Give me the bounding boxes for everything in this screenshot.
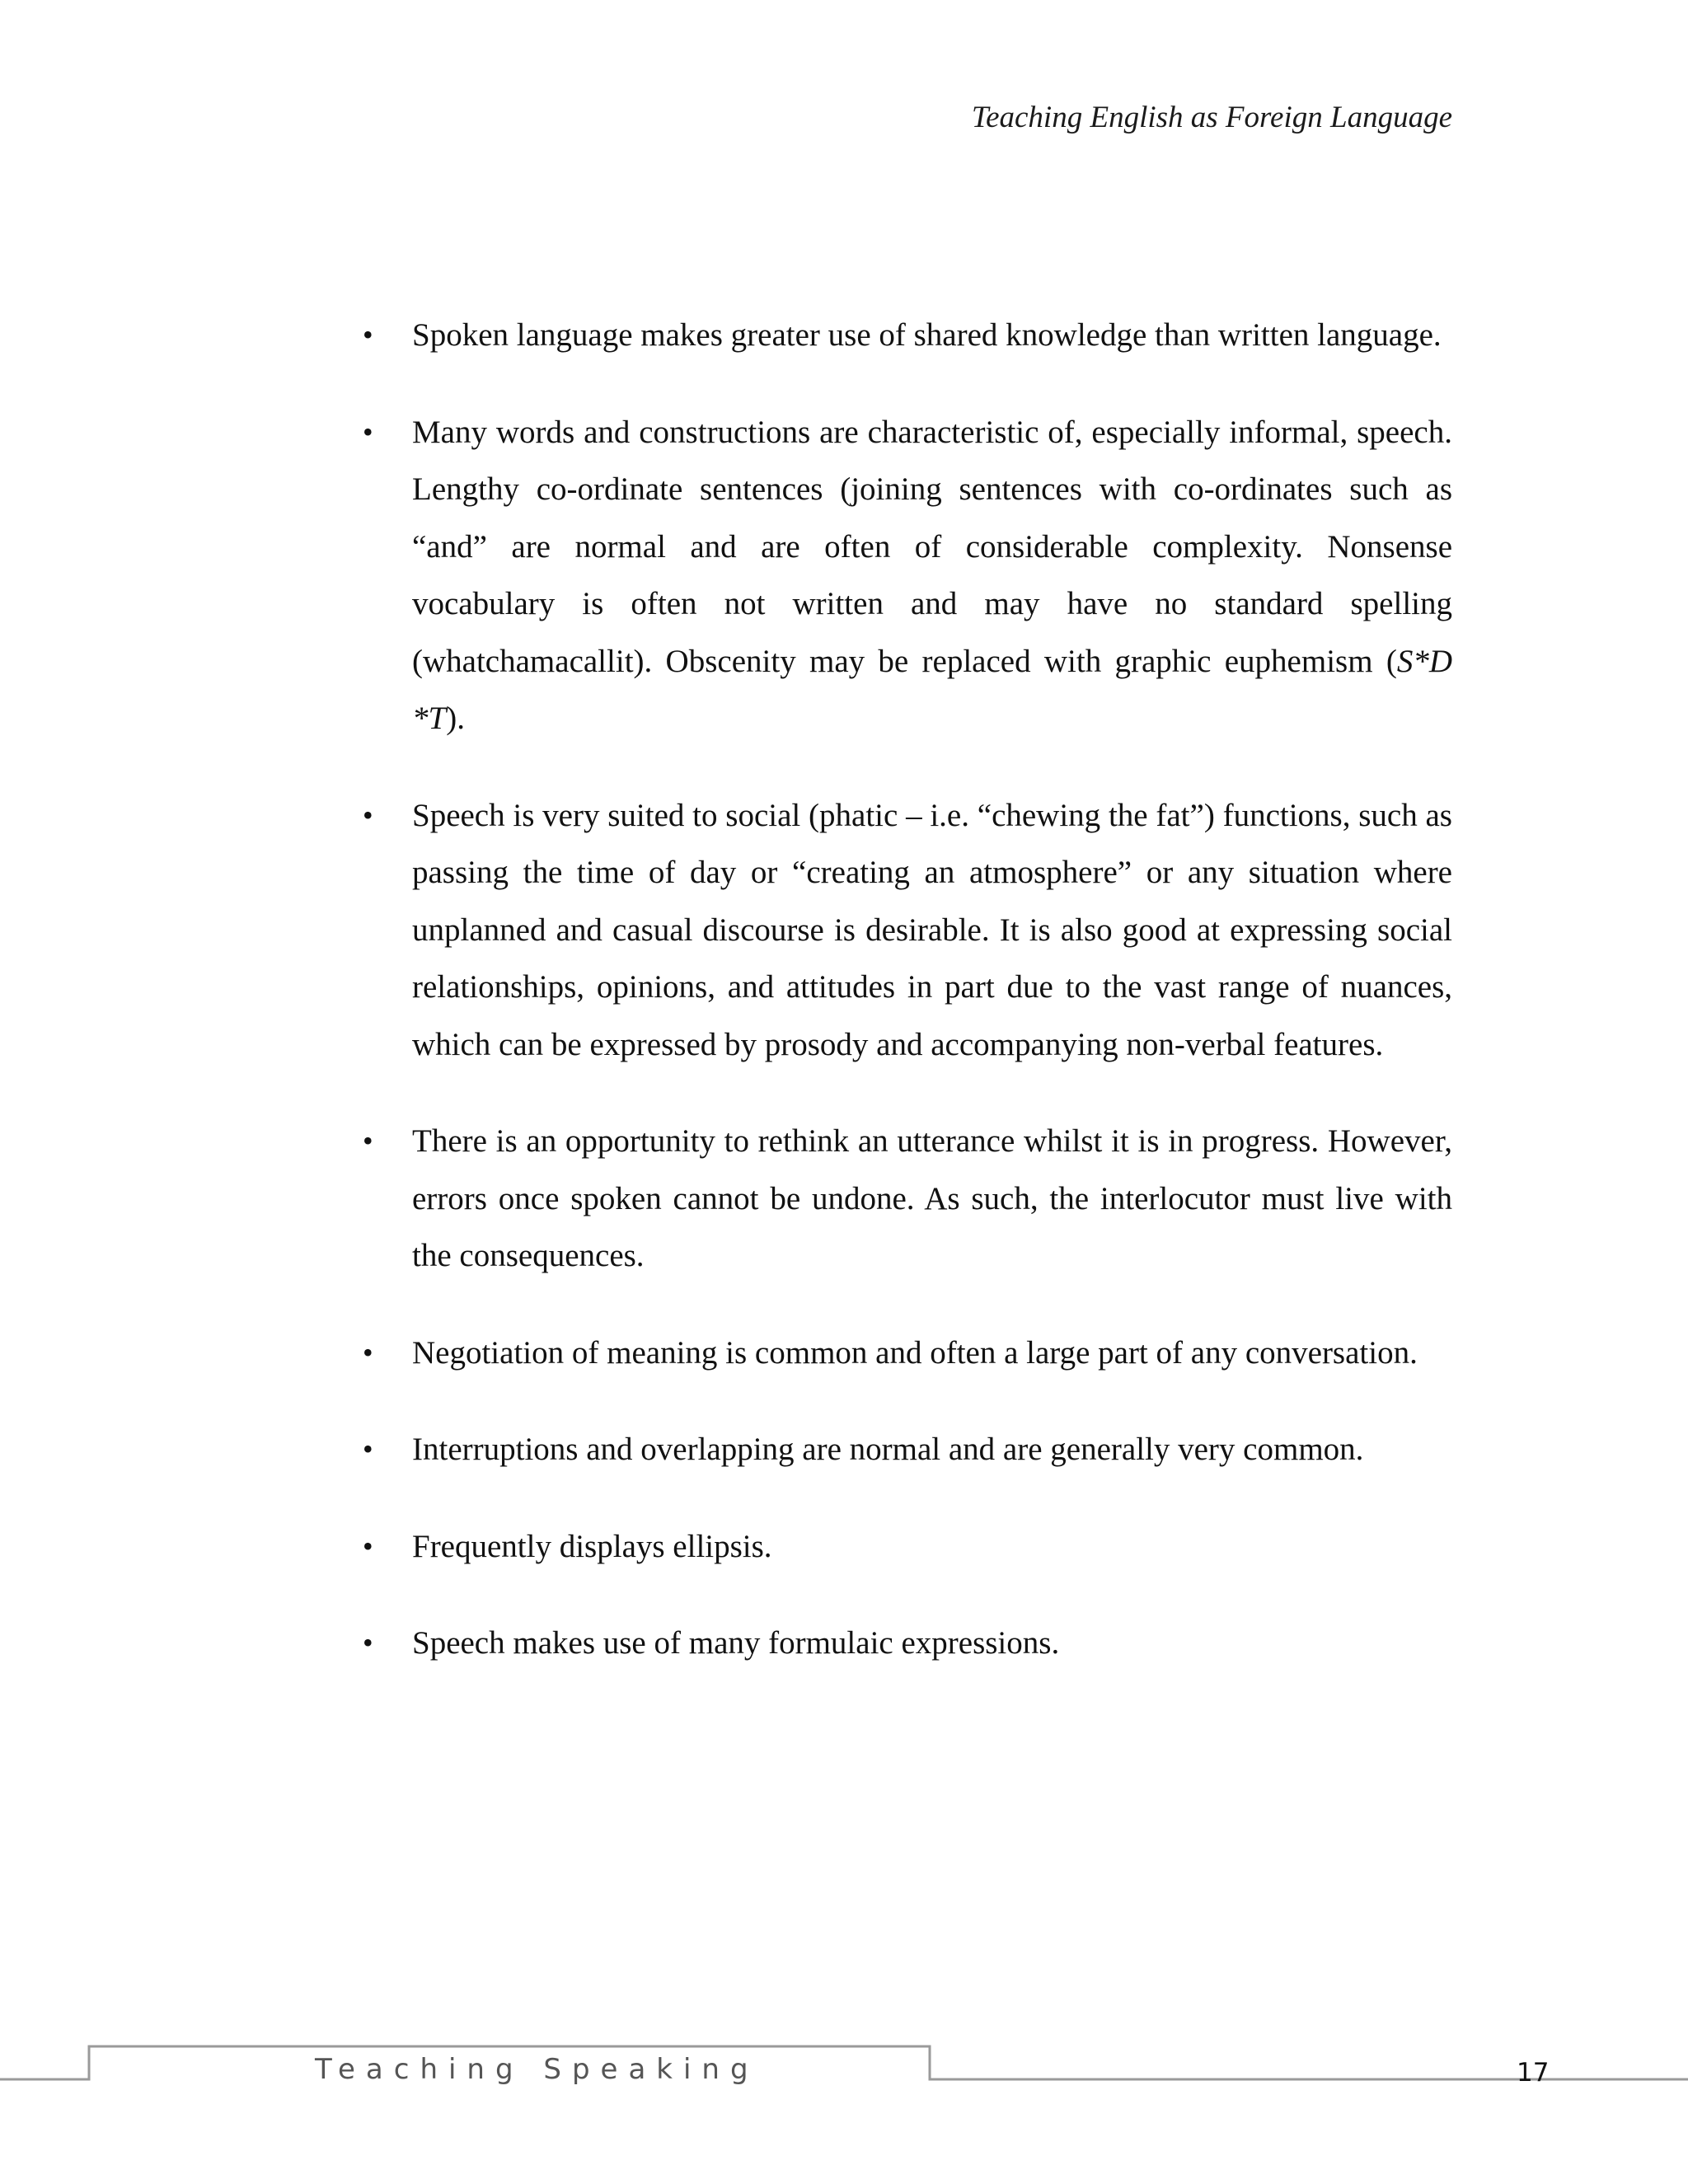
- bullet-text: Many words and constructions are characteristic of, especially informal, speech. Lengthy co-ordinate sentences (joining sentences with co-ordinates such as “and” are normal and are often of considerable complexity. Nonsense vocabulary is often not written and may have no standard spelling (whatchamacallit). Obscenity may be replaced with graphic euphemism (: [412, 414, 1452, 679]
- footer-chapter-label: Teaching Speaking: [315, 2053, 759, 2086]
- bullet-text-end: ).: [446, 701, 465, 736]
- bullet-item-social-functions: [363, 787, 1452, 1074]
- page-number: 17: [1517, 2058, 1550, 2088]
- bullet-item-words-constructions: [363, 404, 1452, 748]
- footer-tab-line: [0, 2042, 1688, 2108]
- bullet-item-ellipsis: [363, 1518, 1452, 1576]
- bullet-text: Interruptions and overlapping are normal and are generally very common.: [412, 1432, 1364, 1467]
- bullet-italic-euphemism: S*D *T: [412, 643, 1452, 736]
- bullet-item-formulaic: [363, 1615, 1452, 1672]
- bullet-list: [363, 307, 1452, 1712]
- bullet-text: There is an opportunity to rethink an utterance whilst it is in progress. However, errors once spoken cannot be undone. As such, the interlocutor must live with the consequences.: [412, 1123, 1452, 1273]
- bullet-text: Speech makes use of many formulaic expressions.: [412, 1625, 1060, 1661]
- bullet-text: Frequently displays ellipsis.: [412, 1528, 772, 1564]
- bullet-text: Spoken language makes greater use of shared knowledge than written language.: [412, 317, 1442, 353]
- bullet-item-rethink-utterance: [363, 1113, 1452, 1285]
- bullet-text: Speech is very suited to social (phatic – i.e. “chewing the fat”) functions, such as passing the time of day or “creating an atmosphere” or any situation where unplanned and casual discourse is desirable. It is also good at expressing social relationships, opinions, and attitudes in part due to the vast range of nuances, which can be expressed by prosody and accompanying non-verbal features.: [412, 797, 1452, 1062]
- bullet-text: Negotiation of meaning is common and often a large part of any conversation.: [412, 1334, 1418, 1371]
- bullet-item-shared-knowledge: [363, 307, 1452, 364]
- page-footer: [0, 2042, 1688, 2108]
- running-header-title: Teaching English as Foreign Language: [971, 101, 1452, 134]
- bullet-item-negotiation-meaning: [363, 1324, 1452, 1382]
- bullet-item-interruptions: [363, 1421, 1452, 1479]
